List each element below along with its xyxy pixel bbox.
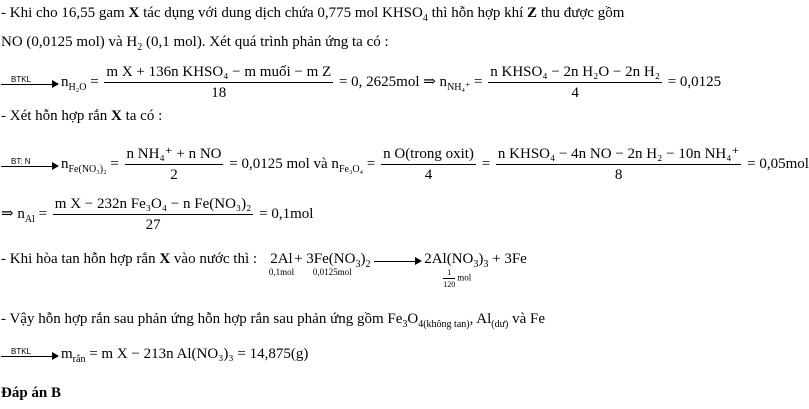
fraction-khso4: $\frac{\text{n KHSO₄ − 4n NO − 2n H₂ − 10n NH₄⁺}}{8}$ bbox=[497, 146, 740, 183]
fraction-aluminium: $\frac{\text{m X − 232n Fe₃O₄ − n Fe(NO₃)₂}}{27}$ bbox=[54, 196, 252, 233]
equation-mass: BTKL $m_{rắn} = m$ X − 213n Al(NO₃)₃ = 14,875(g) bbox=[1, 345, 308, 363]
fraction-ammonium: $\frac{\text{n KHSO₄ − 2n H₂O − 2n H₂}}{4}$ bbox=[490, 64, 660, 101]
equation-water: BTKL $n_{H_2O}$ = $\frac{\text{m X + 136n KHSO₄ − m muối − m Z}}{18}$ = 0, 2625mol ⇒ $n_{NH_4^+}$ = $\frac{\text{n KHSO₄ − 2n H₂O − 2n H₂}}{4}$ = 0,0125 bbox=[1, 63, 721, 102]
residue-line: - Vậy hỗn hợp rắn sau phản ứng hỗn hợp rắn sau phản ứng gồm $Fe_3O_{4(không tan)}$, $Al_{(dư)}$ và Fe bbox=[1, 311, 546, 330]
equation-nitrogen: BT: N $n_{Fe(NO_3)_2}$ = $\frac{\text{n NH₄⁺ + n NO}}{2}$ = 0,0125 mol và $n_{Fe_3O_4}$ = $\frac{\text{n O(trong oxit)}}{4}$ = $\frac{\text{n KHSO₄ − 4n NO − 2n H₂ − 10n NH₄⁺}}{8}$ = 0,05mol bbox=[1, 145, 809, 184]
btn-arrow: BT: N bbox=[1, 157, 59, 173]
answer-line: Đáp án B bbox=[1, 385, 62, 401]
btkl-arrow-2: BTKL bbox=[1, 347, 59, 363]
solid-x-line: - Xét hỗn hợp rắn X ta có : bbox=[1, 108, 163, 124]
fraction-water: $\frac{\text{m X + 136n KHSO₄ − m muối − m Z}}{18}$ bbox=[106, 64, 332, 101]
equation-aluminium: ⇒ $n_{Al}$ = $\frac{\text{m X − 232n Fe₃O₄ − n Fe(NO₃)₂}}{27}$ = 0,1mol bbox=[1, 196, 314, 233]
dissolve-line: - Khi hòa tan hỗn hợp rắn X vào nước thì : 2Al 0,1mol + $3Fe(NO_3)_2$ 0,0125mol $2Al(NO_3)_3$ $\frac{1}{120}$ mol + 3Fe bbox=[1, 251, 527, 289]
gas-line: NO (0,0125 mol) và $H_2$ (0,1 mol). Xét quá trình phản ứng ta có : bbox=[1, 34, 389, 53]
btkl-arrow: BTKL bbox=[1, 75, 59, 91]
fraction-oxide: $\frac{\text{n O(trong oxit)}}{4}$ bbox=[383, 146, 474, 183]
reaction: 2Al 0,1mol + $3Fe(NO_3)_2$ 0,0125mol $2Al(NO_3)_3$ $\frac{1}{120}$ mol + 3Fe bbox=[268, 251, 527, 289]
reaction-arrow bbox=[374, 252, 422, 268]
intro-line: - Khi cho 16,55 gam X tác dụng với dung dịch chứa 0,775 mol $KHSO_4$ thì hỗn hợp khí Z thu được gồm bbox=[1, 5, 625, 24]
fraction-iron-nitrate: $\frac{\text{n NH₄⁺ + n NO}}{2}$ bbox=[126, 146, 222, 183]
